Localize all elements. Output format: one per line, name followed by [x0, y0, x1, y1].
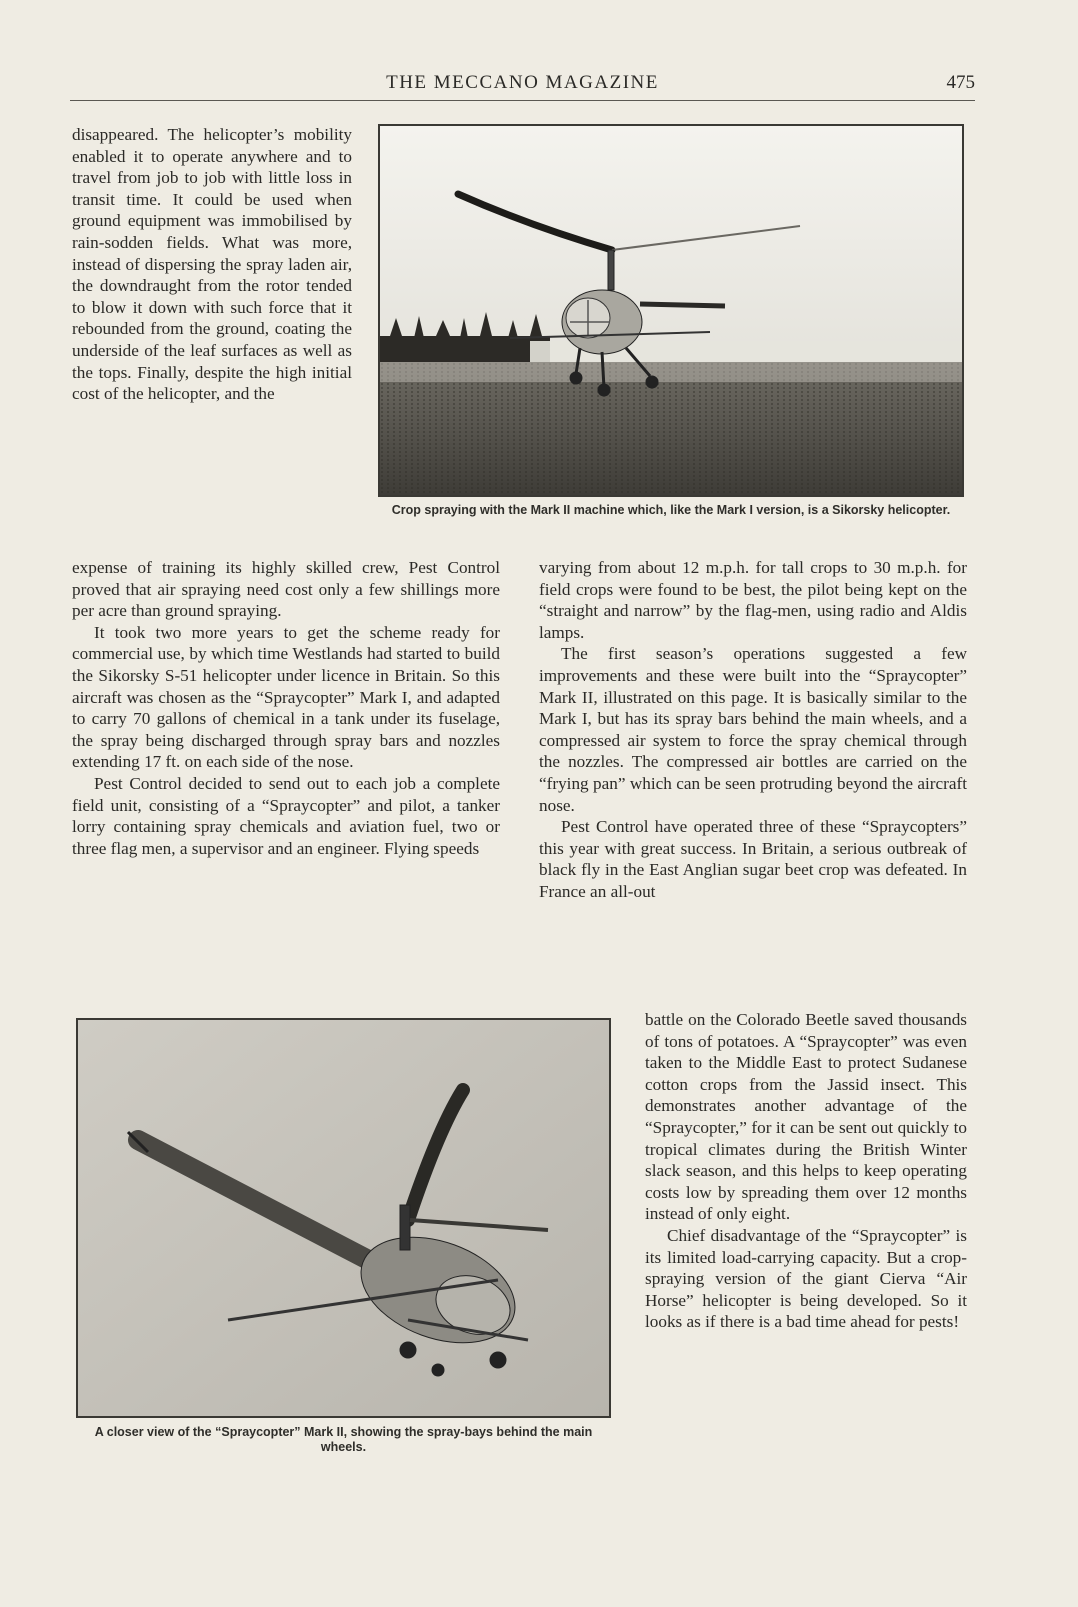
- paragraph: Pest Control decided to send out to each job a complete field unit, consisting of a “Spraycopter” and pilot, a tanker lorry containing spray chemicals and aviation fuel, two or three flag men, a supervisor and an engineer. Flying speeds: [72, 773, 500, 858]
- left-column-lower: [72, 557, 500, 859]
- page-number: 475: [946, 72, 975, 93]
- paragraph: Chief disadvantage of the “Spraycopter” is its limited load-carrying capacity. But a crop-spraying version of the giant Cierva “Air Horse” helicopter is being developed. So it looks as if there is a bad time ahead for pests!: [645, 1225, 967, 1332]
- right-column-lower: [645, 1009, 967, 1333]
- right-column-middle: [539, 557, 967, 903]
- paragraph: Pest Control have operated three of these “Spraycopters” this year with great success. In Britain, a serious outbreak of black fly in the East Anglian sugar beet crop was defeated. In France an all-out: [539, 817, 967, 901]
- paragraph: It took two more years to get the scheme ready for commercial use, by which time Westlands had started to build the Sikorsky S-51 helicopter under licence in Britain. So this aircraft was chosen as the “Spraycopter” Mark I, and adapted to carry 70 gallons of chemical in a tank under its fuselage, the spray being discharged through spray bars and nozzles extending 17 ft. on each side of the nose.: [72, 622, 500, 772]
- helicopter-closeup-illustration: [78, 1020, 609, 1416]
- helicopter-crop-spraying-illustration: [380, 126, 962, 495]
- paragraph: varying from about 12 m.p.h. for tall crops to 30 m.p.h. for field crops were found to be best, the pilot being kept on the “straight and narrow” by the flag-men, using radio and Aldis lamps.: [539, 558, 967, 642]
- paragraph: expense of training its highly skilled crew, Pest Control proved that air spraying need cost only a few shillings more per acre than ground spraying.: [72, 558, 500, 621]
- helicopter-crop-spraying-photo: [378, 124, 964, 497]
- left-column-upper: [72, 124, 352, 405]
- bottom-photo-caption: A closer view of the “Spraycopter” Mark II, showing the spray-bays behind the main wheels.: [94, 1425, 593, 1454]
- paragraph: battle on the Colorado Beetle saved thousands of tons of potatoes. A “Spraycopter” was even taken to the Middle East to protect Sudanese cotton crops from the Jassid insect. This demonstrates another advantage of the “Spraycopter,” for it can be sent out quickly to tropical climates during the British Winter slack season, and this helps to keep operating costs low by spreading them over 12 months instead of only eight.: [645, 1010, 967, 1224]
- top-photo-caption: Crop spraying with the Mark II machine which, like the Mark I version, is a Sikorsky helicopter.: [391, 503, 951, 517]
- paragraph: disappeared. The helicopter’s mobility enabled it to operate anywhere and to travel from job to job with little loss in transit time. It could be used when ground equipment was immobilised by rain-sodden fields. What was more, instead of dispersing the spray laden air, the downdraught from the rotor tended to blow it down with such force that it rebounded from the ground, coating the underside of the leaf surfaces as well as the tops. Finally, despite the high initial cost of the helicopter, and the: [72, 125, 352, 404]
- paragraph: The first season’s operations suggested a few improvements and these were built into the “Spraycopter” Mark II, illustrated on this page. It is basically similar to the Mark I, but has its spray bars behind the main wheels, and a compressed air system to force the spray chemical through the nozzles. The compressed air bottles are carried on the “frying pan” which can be seen protruding beyond the aircraft nose.: [539, 644, 967, 815]
- helicopter-closeup-photo: [76, 1018, 611, 1418]
- magazine-title: THE MECCANO MAGAZINE: [386, 72, 659, 93]
- page-header: [70, 72, 975, 101]
